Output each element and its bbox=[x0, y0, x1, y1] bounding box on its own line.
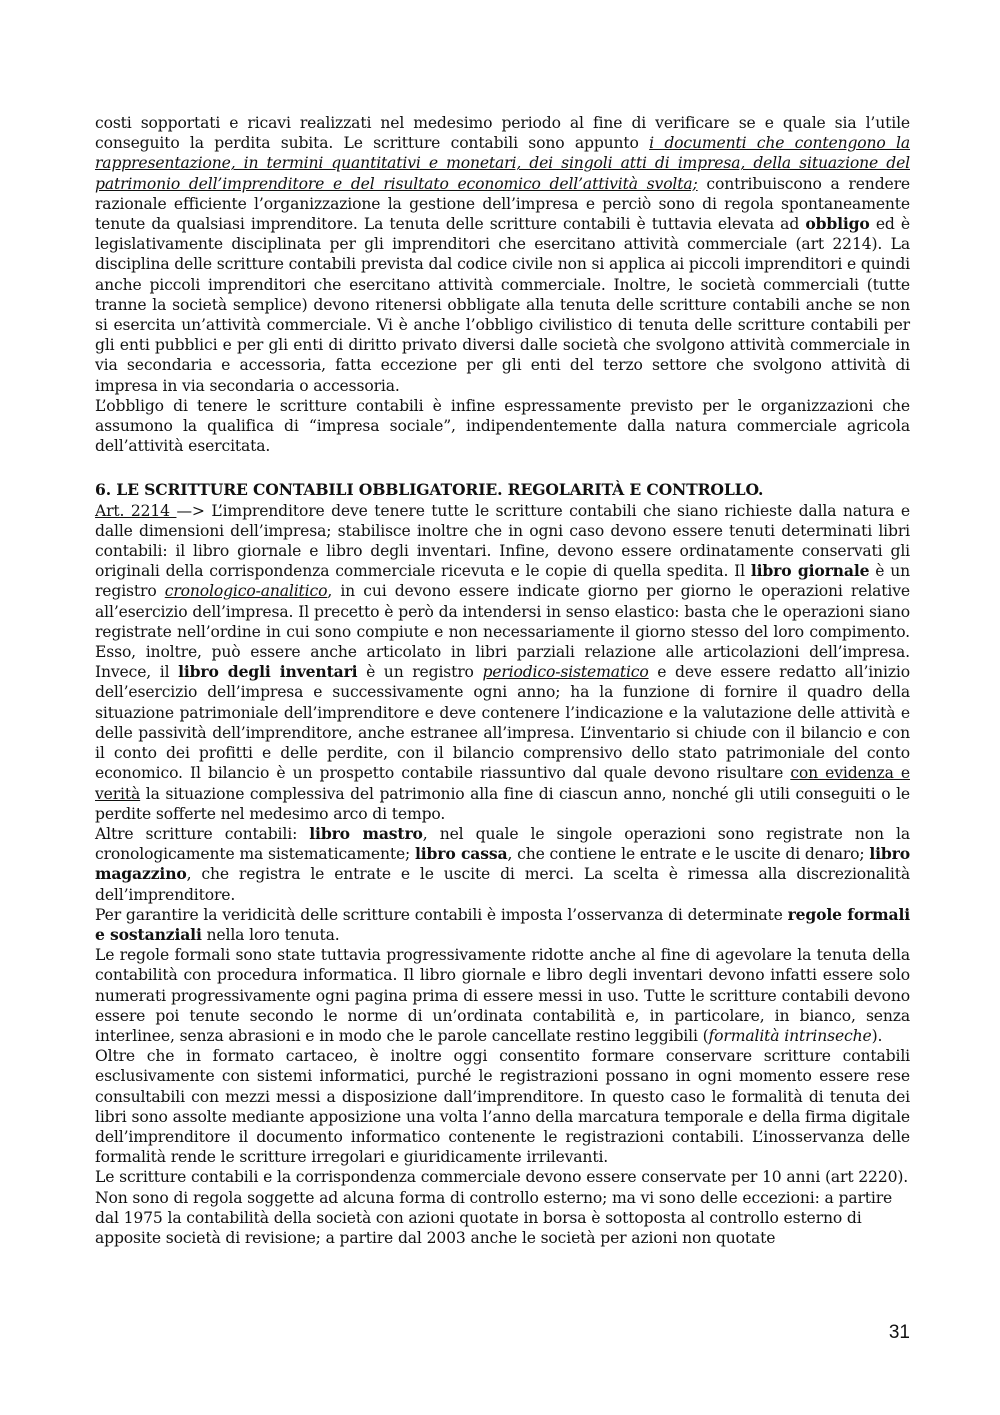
italic-term: formalità intrinseche bbox=[708, 1026, 872, 1045]
bold-term: regole formali e sostanziali bbox=[95, 904, 910, 944]
emphasized-definition: i documenti che contengono la rappresentazione, in termini quantitativi e monetari, dei singoli atti di impresa, della situazione del patrimonio dell’imprenditore e del risultato economico dell’attività svolta; bbox=[95, 134, 911, 193]
paragraph bbox=[95, 113, 910, 396]
text-run: , che contiene le entrate e le uscite di denaro; bbox=[507, 845, 870, 864]
text-run: , nel quale le singole operazioni sono registrate non la cronologicamente ma sistematicamente; bbox=[95, 824, 910, 864]
bold-term: libro giornale bbox=[750, 561, 870, 581]
text-run: ). bbox=[871, 1026, 883, 1045]
text-run: costi sopportati e ricavi realizzati nel medesimo periodo al fine di verificare se e quale sia l’utile conseguito la perdita subita. Le scritture contabili sono appunto bbox=[95, 114, 910, 153]
paragraph bbox=[95, 824, 910, 905]
paragraph: L’obbligo di tenere le scritture contabili è infine espressamente previsto per le organizzazioni che assumono la qualifica di “impresa sociale”, indipendentemente dalla natura commerciale agricola dell’attività esercitata. bbox=[95, 396, 910, 456]
text-run: la situazione complessiva del patrimonio alla fine di ciascun anno, nonché gli utili conseguiti o le perdite sofferte nel medesimo arco di tempo. bbox=[95, 784, 910, 823]
paragraph: Non sono di regola soggette ad alcuna forma di controllo esterno; ma vi sono delle eccezioni: a partire dal 1975 la contabilità della società con azioni quotate in borsa è sottoposta al controllo esterno di apposite società di revisione; a partire dal 2003 anche le società per azioni non quotate bbox=[95, 1188, 893, 1247]
text-run: Per garantire la veridicità delle scritture contabili è imposta l’osservanza di determinate bbox=[95, 905, 788, 924]
paragraph bbox=[95, 945, 910, 1046]
text-run: è un registro bbox=[95, 562, 910, 601]
underlined-phrase: con evidenza e verità bbox=[95, 764, 910, 803]
paragraph bbox=[95, 501, 910, 824]
text-run: Le regole formali sono state tuttavia progressivamente ridotte anche al fine di agevolare la tenuta della contabilità con procedura informatica. Il libro giornale e libro degli inventari devono infatti essere solo numerati progressivamente ogni pagina prima di essere messi in uso. Tutte le scritture contabili devono essere poi tenute secondo le norme di un’ordinata contabilità e, in particolare, in bianco, senza interlinee, senza abrasioni e in modo che le parole cancellate restino leggibili ( bbox=[95, 946, 910, 1045]
document-body bbox=[95, 113, 910, 1248]
text-run: , in cui devono essere indicate giorno per giorno le operazioni relative all’esercizio dell’impresa. Il precetto è però da intendersi in senso elastico: basta che le operazioni siano registrate nell’ordine in cui sono compiute e non necessariamente il giorno stesso del loro compimento. Esso, inoltre, può essere anche articolato in libri parziali relazione alle articolazioni dell’impresa. Invece, il bbox=[95, 582, 910, 682]
paragraph: Oltre che in formato cartaceo, è inoltre oggi consentito formare conservare scritture contabili esclusivamente con sistemi informatici, purché le registrazioni possano in ogni momento essere rese consultabili con mezzi messi a disposizione dall’imprenditore. In questo caso le formalità di tenuta dei libri sono assolte mediante apposizione una volta l’anno della marcatura temporale e della firma digitale dell’imprenditore il documento informatico contenente le registrazioni contabili. L’inosservanza delle formalità rende le scritture irregolari e giuridicamente irrilevanti. bbox=[95, 1047, 910, 1167]
text-run: e deve essere redatto all’inizio dell’esercizio dell’impresa e successivamente ogni anno; ha la funzione di fornire il quadro della situazione patrimoniale dell’imprenditore e deve contenere l’indicazione e la valutazione delle attività e delle passività dell’imprenditore, anche estranee all’impresa. L’inventario si chiude con il bilancio e con il conto dei profitti e delle perdite, con il bilancio comprensivo dello stato patrimoniale del conto economico. Il bilancio è un prospetto contabile riassuntivo dal quale devono risultare bbox=[95, 663, 910, 783]
bold-term: libro mastro bbox=[309, 823, 423, 843]
emphasized-term: periodico-sistematico bbox=[482, 663, 649, 682]
paragraph bbox=[95, 905, 910, 945]
bold-term: obbligo bbox=[805, 214, 870, 234]
section-heading: 6. LE SCRITTURE CONTABILI OBBLIGATORIE. REGOLARITÀ E CONTROLLO. bbox=[95, 480, 764, 500]
emphasized-term: cronologico-analitico bbox=[164, 582, 328, 601]
text-run: Altre scritture contabili: bbox=[95, 824, 310, 843]
text-run: contribuiscono a rendere razionale efficiente l’organizzazione la gestione dell’impresa e perciò sono di regola spontaneamente tenute da qualsiasi imprenditore. La tenuta delle scritture contabili è tuttavia elevata ad bbox=[95, 174, 910, 234]
text-run: —> L’imprenditore deve tenere tutte le scritture contabili che siano richieste dalla natura e dalle dimensioni dell’impresa; stabilisce inoltre che in ogni caso devono essere tenuti determinati libri contabili: il libro giornale e libro degli inventari. Infine, devono essere ordinatamente conservati gli originali della corrispondenza commerciale ricevuta e le copie di quella spedita. Il bbox=[95, 501, 910, 581]
page-number: 31 bbox=[888, 1322, 910, 1343]
text-run: , che registra le entrate e le uscite di merci. La scelta è rimessa alla discrezionalità dell’imprenditore. bbox=[95, 865, 910, 904]
bold-term: libro cassa bbox=[415, 844, 508, 864]
text-run: ed è legislativamente disciplinata per gli imprenditori che esercitano attività commerciale (art 2214). La disciplina delle scritture contabili prevista dal codice civile non si applica ai piccoli imprenditori e quindi anche piccoli imprenditori che esercitano attività commerciale. Inoltre, le società commerciali (tutte tranne la società semplice) devono ritenersi obbligate alla tenuta delle scritture contabili anche se non si esercita un’attività commerciale. Vi è anche l’obbligo civilistico di tenuta delle scritture contabili per gli enti pubblici e per gli enti di diritto privato diversi dalle società che svolgono attività commerciale in via secondaria e accessoria, fatta eccezione per gli enti del terzo settore che svolgono attività di impresa in via secondaria o accessoria. bbox=[95, 215, 911, 395]
text-run: nella loro tenuta. bbox=[201, 925, 340, 944]
bold-term: libro degli inventari bbox=[178, 662, 358, 682]
text-run: è un registro bbox=[357, 663, 483, 682]
paragraph: Le scritture contabili e la corrispondenza commerciale devono essere conservate per 10 anni (art 2220). bbox=[95, 1168, 909, 1187]
article-reference: Art. 2214 bbox=[95, 501, 177, 520]
bold-term: libro magazzino bbox=[95, 844, 910, 884]
